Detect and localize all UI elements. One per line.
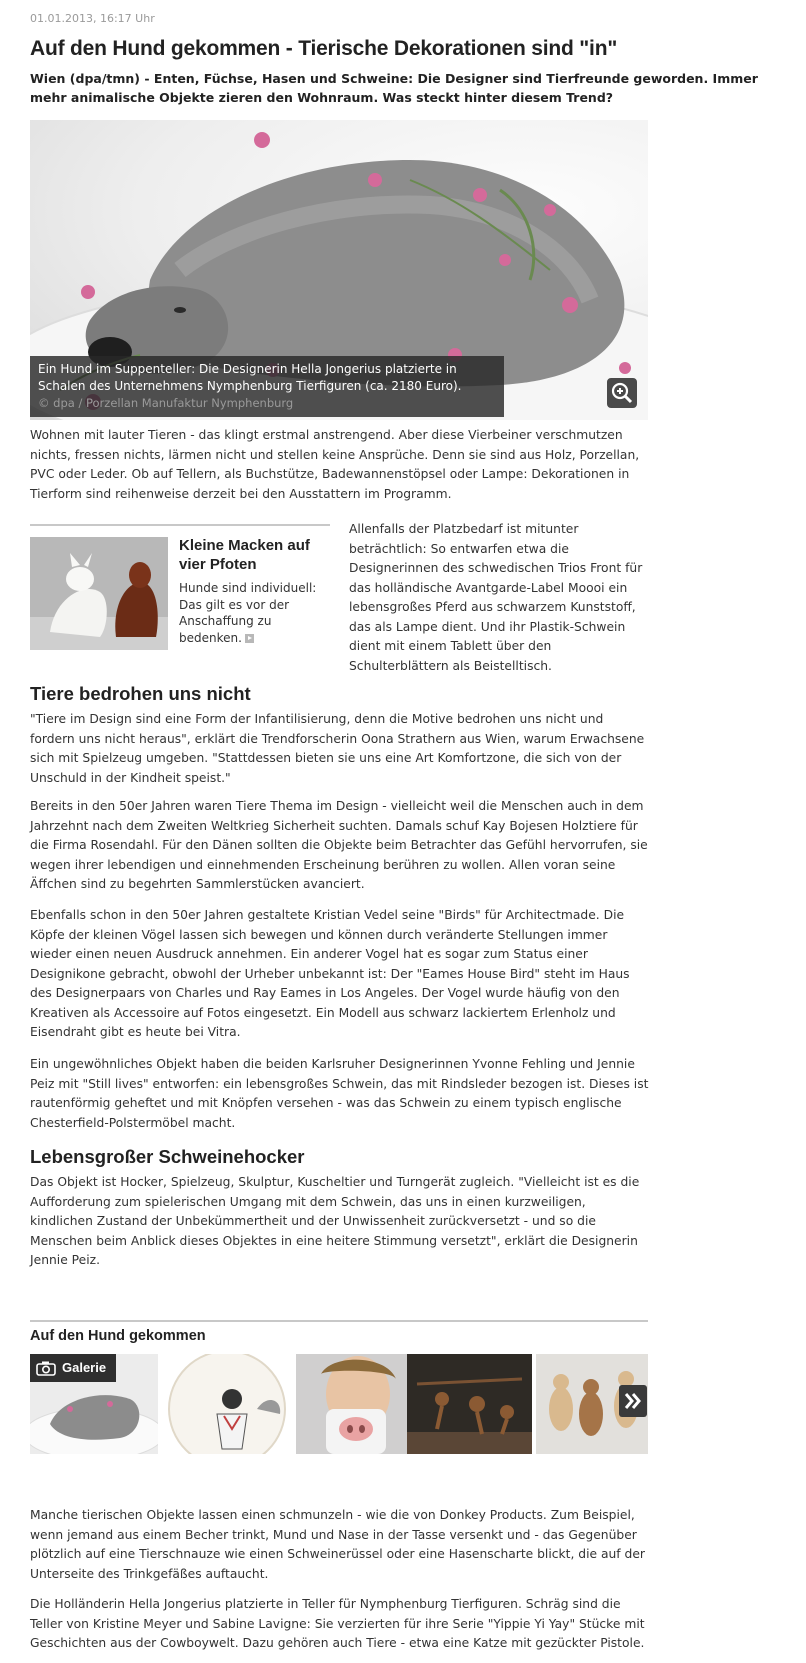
arrow-right-icon[interactable] [245,634,254,643]
teaser-image[interactable] [30,537,168,650]
thumb-cat-plate [162,1354,292,1454]
gallery-thumb[interactable] [296,1354,421,1454]
paragraph: Manche tierischen Objekte lassen einen schmunzeln - wie die von Donkey Products. Zum Beispiel, wenn jemand aus einem Becher trinkt, Mund und Nase in der Tasse versenkt und - das Gegenüber plötzlich auf eine Tierschnauze wie einen Schweinerüssel oder eine Hasenscharte blickt, die auf der Unterseite des Trinkgefäßes auftaucht. [30,1508,645,1581]
gallery-badge-label: Galerie [62,1360,107,1375]
article-lead: Wien (dpa/tmn) - Enten, Füchse, Hasen und Schweine: Die Designer sind Tierfreunde geworden. Immer mehr animalische Objekte zieren den Wohnraum. Was steckt hinter diesem Trend? [30,71,758,105]
zoom-button[interactable] [607,378,637,408]
thumb-pig-mug [296,1354,421,1454]
hero-credit: © dpa / Porzellan Manufaktur Nymphenburg [38,396,294,410]
article-title: Auf den Hund gekommen - Tierische Dekorationen sind "in" [30,37,618,60]
gallery-next-button[interactable] [619,1385,647,1417]
paragraph: Das Objekt ist Hocker, Spielzeug, Skulptur, Kuscheltier und Turngerät zugleich. "Vielleicht ist es die Aufforderung zum spielerischen Umgang mit dem Schwein, das uns in einen kurzweiligen, kindlichen Zustand der Unbekümmertheit und der Unwissenheit zurückversetzt - und so die Menschen beim Anblick dieses Objektes in eine heitere Stimmung versetzt", erklärt die Designerin Jennie Peiz. [30,1175,640,1267]
magnifier-plus-icon [607,378,637,408]
camera-icon [36,1360,56,1376]
double-chevron-right-icon [619,1385,647,1417]
paragraph: Wohnen mit lauter Tieren - das klingt erstmal anstrengend. Aber diese Vierbeiner verschmutzen nichts, fressen nichts, lärmen nicht und stellen keine Ansprüche. Denn sie sind aus Holz, Porzellan, PVC oder Leder. Ob auf Tellern, als Buchstütze, Badewannenstöpsel oder Lampe: Dekorationen in Tierform sind reihenweise derzeit bei den Ausstattern im Programm. [30,428,640,501]
paragraph: Bereits in den 50er Jahren waren Tiere Thema im Design - vielleicht weil die Menschen auch in dem Jahrzehnt nach dem Zweiten Weltkrieg Sicherheit suchten. Damals schuf Kay Bojesen Holztiere für die Firma Rosendahl. Für den Dänen sollten die Objekte beim Betrachter das Gefühl hervorrufen, sie wegen ihrer lebendigen und einnehmenden Erscheinung berühren zu wollen. Allen voran seine Äffchen sind zu begehrten Sammlerstücken avanciert. [30,799,648,891]
hero-image[interactable] [30,120,648,420]
paragraph: Die Holländerin Hella Jongerius platzierte in Teller für Nymphenburg Tierfiguren. Schräg sind die Teller von Kristine Meyer und Sabine Lavigne: Sie verzierten für ihre Serie "Yippie Yi Yay" Stücke mit Geschichten aus der Cowboywelt. Dazu gehören auch Tiere - etwa eine Katze mit gezückter Pistole. [30,1597,645,1650]
teaser-text[interactable] [179,580,329,646]
thumb-wooden-monkeys [407,1354,532,1454]
gallery-badge[interactable] [30,1354,116,1382]
section-heading: Lebensgroßer Schweinehocker [30,1146,305,1167]
divider [30,1320,648,1322]
gallery-title[interactable]: Auf den Hund gekommen [30,1328,206,1344]
section-heading: Tiere bedrohen uns nicht [30,683,251,704]
paragraph: Allenfalls der Platzbedarf ist mitunter beträchtlich: So entwarfen etwa die Designerinnen des schwedischen Trios Front für das holländische Avantgarde-Label Moooi ein lebensgroßes Pferd aus schwarzem Kunststoff, das als Lampe dient. Und ihr Plastik-Schwein dient mit einem Tablett über den Schulterblättern als Beistelltisch. [349,522,643,673]
paragraph: Ein ungewöhnliches Objekt haben die beiden Karlsruher Designerinnen Yvonne Fehling und Jennie Peiz mit "Still lives" entworfen: ein lebensgroßes Schwein, das mit Rindsleder bezogen ist. Dieses ist rautenförmig geheftet und mit Knöpfen versehen - was das Schwein zu einem typisch englische Chesterfield-Polstermöbel macht. [30,1057,649,1130]
hero-caption [30,356,504,417]
article-date: 01.01.2013, 16:17 Uhr [30,12,155,25]
teaser-text-content: Hunde sind individuell: Das gilt es vor der Anschaffung zu bedenken. [179,581,317,645]
hero-caption-text: Ein Hund im Suppenteller: Die Designerin Hella Jongerius platzierte in Schalen des Unternehmens Nymphenburg Tierfiguren (ca. 2180 Euro). [38,362,462,393]
paragraph: "Tiere im Design sind eine Form der Infantilisierung, denn die Motive bedrohen uns nicht und fordern uns nicht heraus", erklärt die Trendforscherin Oona Strathern aus Wien, warum Erwachsene sich mit Spielzeug umgeben. "Stattdessen bieten sie uns eine Art Komfortzone, die sich von der Unschuld in der Kindheit speist." [30,712,645,785]
gallery-thumb[interactable] [407,1354,532,1454]
teaser-title[interactable]: Kleine Macken auf vier Pfoten [179,537,310,573]
gallery-strip[interactable] [30,1354,648,1454]
dogs-photo [30,537,168,650]
gallery-thumb[interactable] [162,1354,292,1454]
divider [30,524,330,526]
paragraph: Ebenfalls schon in den 50er Jahren gestaltete Kristian Vedel seine "Birds" für Architectmade. Die Köpfe der kleinen Vögel lassen sich bewegen und können durch veränderte Stellungen immer wieder einen neuen Ausdruck annehmen. Ein anderer Vogel hat es sogar zum Status einer Designikone gebracht, obwohl der Urheber unbekannt ist: Der "Eames House Bird" steht im Haus des Designerpaars von Charles und Ray Eames in Los Angeles. Der Vogel wurde häufig von den Kreativen als Accessoire auf Fotos eingesetzt. Ein Modell aus schwarz lackiertem Erlenholz und Eisendraht gibt es heute bei Vitra. [30,908,630,1039]
